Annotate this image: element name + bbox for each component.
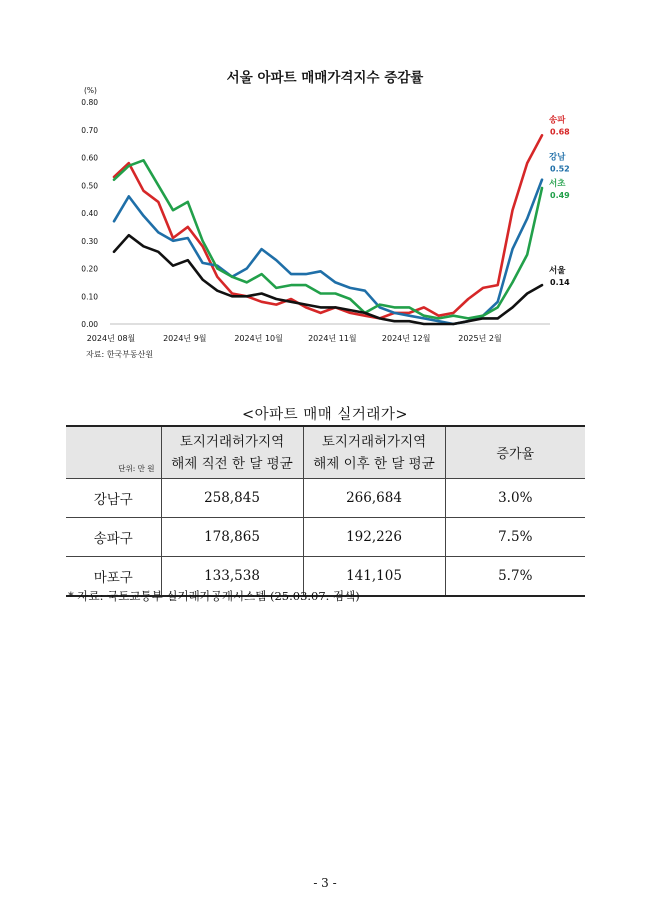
x-tick-label: 2024년 11월: [308, 334, 357, 343]
series-name-label: 송파: [549, 115, 566, 126]
price-index-chart: [0, 0, 650, 380]
x-tick-label: 2024년 9월: [163, 334, 207, 343]
y-tick-label: 0.80: [81, 98, 98, 107]
series-line-강남: [114, 180, 542, 324]
header-before-line2: 해제 직전 한 달 평균: [171, 455, 293, 472]
unit-label: 단위: 만 원: [66, 426, 161, 479]
series-group: [114, 135, 542, 324]
series-name-label: 강남: [549, 152, 566, 163]
header-rate: 증가율: [445, 426, 585, 479]
row-rate: 5.7%: [445, 557, 585, 597]
x-tick-label: 2024년 08월: [86, 334, 136, 343]
header-after: [303, 426, 445, 479]
series-line-송파: [114, 135, 542, 318]
x-axis: [87, 333, 502, 343]
x-tick-label: 2024년 10월: [234, 334, 283, 343]
table-header-row: [66, 426, 585, 479]
x-tick-label: 2025년 2월: [458, 334, 502, 343]
x-tick-label: 2024년 12월: [381, 334, 431, 343]
y-unit-label: (%): [84, 86, 97, 95]
row-rate: 7.5%: [445, 518, 585, 557]
series-name-label: 서초: [549, 179, 566, 190]
y-tick-label: 0.70: [81, 125, 98, 135]
series-end-labels: [549, 114, 570, 287]
row-after: 266,684: [303, 479, 445, 518]
y-tick-label: 0.20: [81, 264, 98, 274]
y-tick-label: 0.40: [81, 209, 98, 218]
y-tick-label: 0.10: [81, 292, 98, 302]
row-before: 258,845: [161, 479, 303, 518]
header-after-line2: 해제 이후 한 달 평균: [313, 455, 435, 472]
y-tick-label: 0.30: [81, 236, 98, 246]
header-before: [161, 426, 303, 479]
chart-source: 자료: 한국부동산원: [86, 350, 154, 359]
row-district: 강남구: [66, 479, 161, 518]
series-value-label: 0.49: [550, 191, 570, 201]
row-district: 마포구: [66, 557, 161, 597]
table-title: <아파트 매매 실거래가>: [241, 407, 409, 423]
page-number: - 3 -: [313, 876, 337, 890]
table-row: [66, 479, 585, 518]
row-district: 송파구: [66, 518, 161, 557]
y-tick-label: 0.50: [81, 181, 98, 191]
series-value-label: 0.68: [550, 127, 570, 137]
table-source-note: * 자료: 국토교통부 실거래가공개시스템 (25.03.07. 검색): [68, 589, 360, 603]
series-value-label: 0.14: [550, 278, 570, 288]
header-after-line1: 토지거래허가지역: [321, 433, 427, 450]
row-rate: 3.0%: [445, 479, 585, 518]
series-name-label: 서울: [549, 266, 566, 277]
row-after: 192,226: [303, 518, 445, 557]
series-value-label: 0.52: [550, 164, 570, 174]
row-after: 141,105: [303, 557, 445, 597]
row-before: 178,865: [161, 518, 303, 557]
chart-title: 서울 아파트 매매가격지수 증감률: [226, 70, 424, 86]
price-table: [66, 425, 585, 597]
y-tick-label: 0.00: [81, 320, 98, 329]
table-row: [66, 518, 585, 557]
header-before-line1: 토지거래허가지역: [179, 433, 285, 450]
y-axis: [81, 98, 98, 329]
row-before: 133,538: [161, 557, 303, 597]
y-tick-label: 0.60: [81, 153, 98, 163]
